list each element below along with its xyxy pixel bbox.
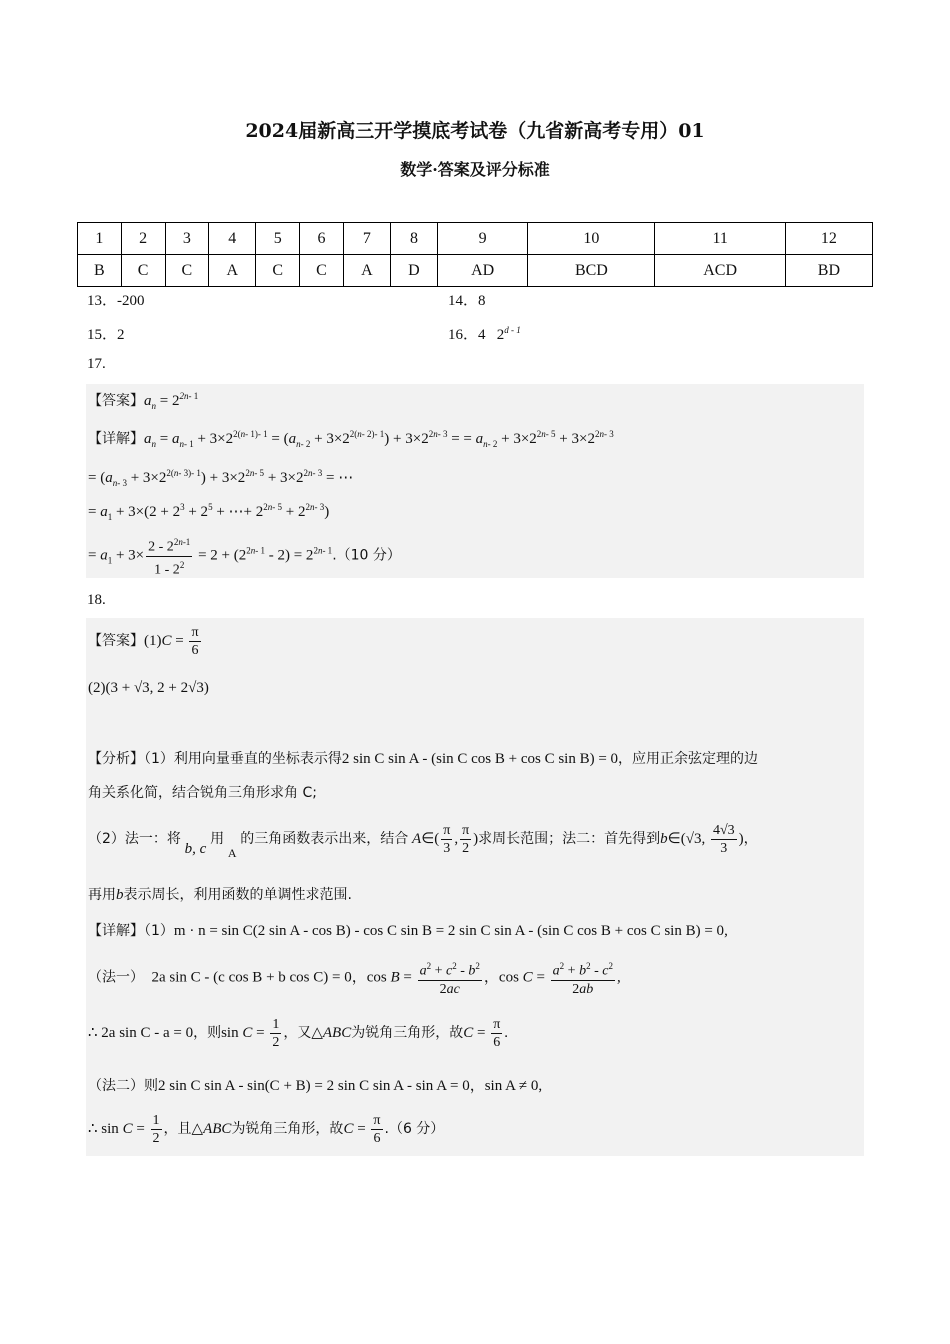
page-subtitle: 数学·答案及评分标准 — [400, 160, 550, 179]
table-cell-answer: C — [165, 255, 209, 287]
q17-answer-line: 【答案】$a_n = 2^{2n- 1}$ — [88, 391, 199, 411]
fill-blank-15: 15．2 — [87, 327, 125, 343]
table-cell-number: 6 — [300, 223, 344, 255]
table-cell-number: 8 — [390, 223, 437, 255]
table-cell-answer: ACD — [655, 255, 785, 287]
question-17-number: 17. — [87, 356, 106, 372]
question-18-solution-box — [86, 618, 864, 1156]
q18-analysis-line-1: 【分析】（1）利用向量垂直的坐标表示得2 sin C sin A - (sin C cos B + cos C sin B) = 0，应用正余弦定理的边 — [88, 751, 759, 767]
table-cell-answer: D — [390, 255, 437, 287]
q18-score: .（6 分） — [384, 1120, 445, 1137]
q18-answer-part2 — [88, 680, 209, 697]
q17-detail-line-1: 【详解】$a_n = a_{n- 1} + 3\times 2^{2(n- 1)- 1} = (a_{n- 2} + 3\times 2^{2(n- 2)- 1}) + 3\times 2^{2n- 3}$ = = $a_{n- 2} + 3\times 2^{2n- 5} + 3\times 2^{2n- 3}$ — [88, 429, 614, 449]
question-18-number: 18. — [87, 592, 106, 608]
table-cell-number: 3 — [165, 223, 209, 255]
table-cell-number: 10 — [528, 223, 655, 255]
table-cell-number: 11 — [655, 223, 785, 255]
q18-part2-label: (2) — [88, 680, 106, 696]
table-cell-answer: A — [343, 255, 390, 287]
q18-detail-line-4: （法二）则2 sin C sin A - sin(C + B) = 2 sin C sin A - sin A = 0，sin A ≠ 0, — [88, 1078, 543, 1094]
q17-detail-line-4: = $a_1 + 3\times$ $\frac{2 - 2^{2n-1}}{1 - 2^2}$ = $2 + (2^{2n- 1} - 2) = 2^{2n- 1}.(10$ 分） — [88, 534, 401, 578]
q18-detail-line-1: 【详解】（1）m · n = sin C(2 sin A - cos B) - cos C sin B = 2 sin C sin A - (sin C cos B + cos C sin B) = 0, — [88, 923, 728, 939]
question-17-solution-box — [86, 384, 864, 578]
q18-detail-line-5: ∴ sin C = $\frac{1}{2}$ ，且△ABC为锐角三角形，故C = $\frac{\pi}{6}$ .（6 分） — [88, 1113, 445, 1146]
q18-part1-label: (1) — [144, 632, 162, 649]
q18-detail-line-2: （法一） 2a sin C - (c cos B + b cos C) = 0，cos B = $\frac{a^2 + c^2 - b^2}{2ac}$ ，cos C = $\frac{a^2 + b^2 - c^2}{2ab}$ , — [88, 958, 621, 998]
q18-detail-expr: m · n = sin C(2 sin A - cos B) - cos C sin B = 2 sin C sin A - (sin C cos B + cos C sin B) = 0 — [173, 923, 725, 939]
q18-detail-label: 【详解】 — [88, 923, 144, 939]
answer-table-answer-row — [78, 255, 873, 287]
q17-detail-line-3: = $a_1 + 3\times(2 + 2^3 + 2^5$ + ⋯+ $2^{2n- 5} + 2^{2n- 3}$) — [88, 502, 330, 522]
fill-blank-16-base: 2 — [496, 327, 505, 343]
q18-detail-line-3: ∴ 2a sin C - a = 0，则sin C = $\frac{1}{2}$ ，又△ABC为锐角三角形，故C = $\frac{\pi}{6}$ . — [88, 1017, 509, 1050]
q18-part2-expr: (3 + √3, 2 + 2√3) — [105, 680, 209, 696]
q18-analysis-line-3: （2）法一：将 b, c 用 $_A$ 的三角函数表示出来，结合 A∈( $\frac{\pi}{3}$ , $\frac{\pi}{2}$ )求周长范围；法二：首先得到b∈(√3, $\frac{4√3}{3}$ )， — [88, 823, 758, 860]
q18-analysis-label: 【分析】 — [88, 751, 144, 767]
table-cell-answer: C — [256, 255, 300, 287]
fill-blank-14: 14．8 — [448, 293, 486, 309]
table-cell-number: 2 — [121, 223, 165, 255]
fill-blank-13: 13．-200 — [87, 293, 145, 309]
answer-table — [77, 222, 873, 287]
q18-analysis-line-4: 再用b表示周长，利用函数的单调性求范围. — [88, 887, 352, 903]
q17-detail-line-2: = $(a_{n- 3} + 3\times 2^{2(n- 3)- 1}) + 3\times 2^{2n- 5} + 3\times 2^{2n- 3}$ = ⋯ — [88, 468, 354, 488]
table-cell-answer: A — [209, 255, 256, 287]
q17-detail-label: 【详解】 — [88, 431, 144, 447]
fill-blank-16-exponent: d - 1 — [504, 325, 521, 335]
fill-blank-16 — [448, 323, 521, 344]
q17-score: .（10 分） — [332, 547, 401, 564]
q18-answer-label: 【答案】 — [88, 632, 144, 649]
table-cell-number: 4 — [209, 223, 256, 255]
table-cell-answer: BD — [785, 255, 872, 287]
fill-blank-16-label: 16．4 — [448, 327, 486, 343]
table-cell-number: 9 — [437, 223, 527, 255]
table-cell-number: 1 — [78, 223, 122, 255]
table-cell-answer: AD — [437, 255, 527, 287]
q18-analysis-expr: 2 sin C sin A - (sin C cos B + cos C sin B) = 0 — [341, 751, 619, 767]
table-cell-answer: BCD — [528, 255, 655, 287]
table-cell-answer: C — [121, 255, 165, 287]
q17-answer-label: 【答案】 — [88, 393, 144, 409]
table-cell-answer: C — [300, 255, 344, 287]
q18-analysis-line-2: 角关系化简，结合锐角三角形求角 C; — [88, 785, 317, 801]
table-cell-number: 7 — [343, 223, 390, 255]
table-cell-number: 12 — [785, 223, 872, 255]
answer-table-number-row — [78, 223, 873, 255]
table-cell-number: 5 — [256, 223, 300, 255]
q18-answer-line: 【答案】(1)C = $\frac{\pi}{6}$ — [88, 625, 199, 658]
table-cell-answer: B — [78, 255, 122, 287]
page-title: 2024届新高三开学摸底考试卷（九省新高考专用）01 — [245, 120, 705, 142]
